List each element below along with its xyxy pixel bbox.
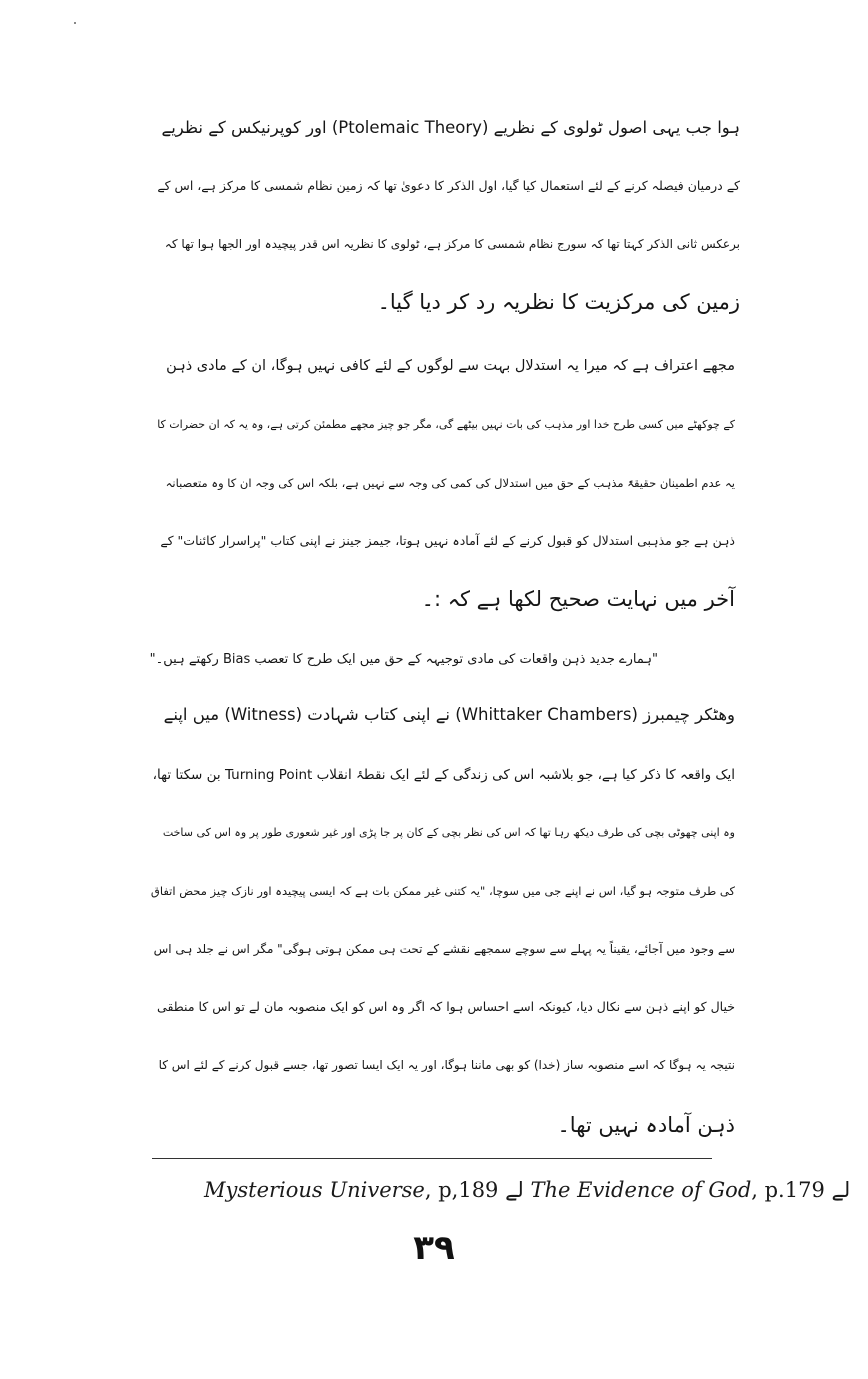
text-line: یہ عدم اطمینان حقیقۃً مذہب کے حق میں استدلال کی کمی کی وجہ سے نہیں ہے، بلکہ اس کی وجہ ان کا وہ متعصبانہ xyxy=(165,476,735,490)
footnote-marker-1: لے xyxy=(505,1178,524,1202)
text-line: ذہن آمادہ نہیں تھا۔ xyxy=(557,1113,735,1137)
text-line: وہ اپنی چھوٹی بچی کی طرف دیکھ رہا تھا کہ اس کی نظر بچی کے کان پر جا پڑی اور غیر شعوری طور پر وہ اس کی ساخت xyxy=(162,826,735,839)
footnote-page-2: , p.179 xyxy=(751,1178,825,1202)
text-line: خیال کو اپنے ذہن سے نکال دیا، کیونکہ اسے احساس ہوا کہ اگر وہ اس کو ایک منصوبہ مان لے تو اس کا منطقی xyxy=(157,999,735,1014)
scan-speck xyxy=(74,22,76,24)
text-line: مجھے اعتراف ہے کہ میرا یہ استدلال بہت سے لوگوں کے لئے کافی نہیں ہوگا، ان کے مادی ذہن xyxy=(166,358,735,374)
text-line: نتیجہ یہ ہوگا کہ اسے منصوبہ ساز (خدا) کو بھی ماننا ہوگا، اور یہ ایک ایسا تصور تھا، جسے قبول کرنے کے لئے اس کا xyxy=(158,1058,735,1072)
text-line: برعکس ثانی الذکر کہتا تھا کہ سورج نظام شمسی کا مرکز ہے، ٹولوی کا نظریہ اس قدر پیچیدہ اور الجھا ہوا تھا کہ xyxy=(164,237,740,251)
text-line: ہوا جب یہی اصول ٹولوی کے نظریے (Ptolemaic Theory) اور کوپرنیکس کے نظریے xyxy=(161,118,740,137)
footnote-title-2: The Evidence of God xyxy=(530,1178,752,1202)
footnote-title-1: Mysterious Universe xyxy=(204,1178,425,1202)
text-line: وھٹکر چیمبرز (Whittaker Chambers) نے اپنی کتاب شہادت (Witness) میں اپنے xyxy=(163,705,735,724)
text-line: ذہن ہے جو مذہبی استدلال کو قبول کرنے کے لئے آمادہ نہیں ہوتا، جیمز جینز نے اپنی کتاب "پراسرار کائنات" کے xyxy=(160,533,735,548)
text-line: ایک واقعہ کا ذکر کیا ہے، جو بلاشبہ اس کی زندگی کے لئے ایک نقطۂ انقلاب Turning Point بن سکتا تھا، xyxy=(152,767,735,783)
text-line: زمین کی مرکزیت کا نظریہ رد کر دیا گیا۔ xyxy=(377,290,740,314)
footnote xyxy=(204,1178,851,1202)
text-line: سے وجود میں آجائے، یقیناً یہ پہلے سے سوچے سمجھے نقشے کے تحت ہی ممکن ہوتی ہوگی" مگر اس نے جلد ہی اس xyxy=(153,942,735,956)
footnote-divider xyxy=(152,1158,712,1159)
text-line: آخر میں نہایت صحیح لکھا ہے کہ :۔ xyxy=(421,587,735,611)
footnote-page-1: , p,189 xyxy=(424,1178,499,1202)
quotation: "ہمارے جدید ذہن واقعات کی مادی توجیہہ کے حق میں ایک طرح کا تعصب Bias رکھتے ہیں۔" xyxy=(149,652,658,667)
text-line: کے چوکھٹے میں کسی طرح خدا اور مذہب کی بات نہیں بیٹھے گی، مگر جو چیز مجھے مطمئن کرتی ہے، وہ یہ کہ ان حضرات کا xyxy=(157,418,735,431)
page-number: ۳۹ xyxy=(413,1228,455,1268)
footnote-marker-2: لے xyxy=(831,1178,851,1202)
text-line: کی طرف متوجہ ہو گیا، اس نے اپنے جی میں سوچا، "یہ کتنی غیر ممکن بات ہے کہ ایسی پیچیدہ اور نازک چیز محض اتفاق xyxy=(150,884,735,898)
text-line: کے درمیان فیصلہ کرنے کے لئے استعمال کیا گیا، اول الذکر کا دعویٰ تھا کہ زمین نظام شمسی کا مرکز ہے، اس کے xyxy=(157,178,740,193)
